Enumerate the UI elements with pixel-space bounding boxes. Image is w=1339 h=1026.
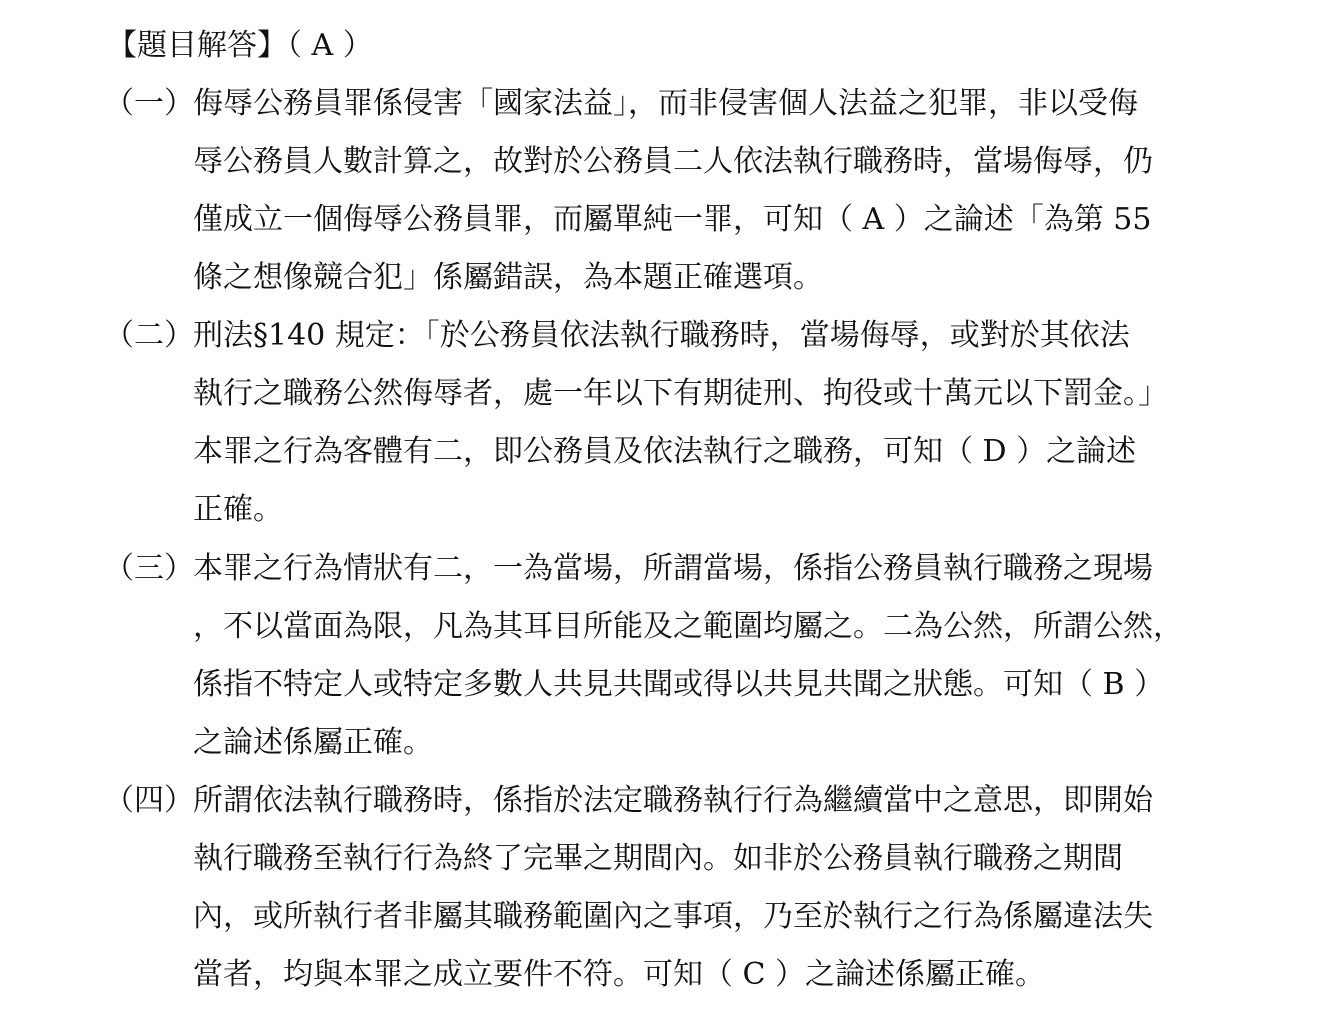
section-3-label: （三） [104, 551, 194, 586]
section-4-label: （四） [104, 783, 194, 818]
section-3-line-4: 之論述係屬正確。 [193, 725, 433, 760]
section-2-line-2: 執行之職務公然侮辱者，處一年以下有期徒刑、拘役或十萬元以下罰金。」 [193, 376, 1168, 411]
section-1-line-3: 僅成立一個侮辱公務員罪，而屬單純一罪，可知（ A ）之論述「為第 55 [193, 202, 1152, 237]
section-4-line-2: 執行職務至執行行為終了完畢之期間內。如非於公務員執行職務之期間 [193, 841, 1123, 876]
section-1-line-2: 辱公務員人數計算之，故對於公務員二人依法執行職務時，當場侮辱，仍 [193, 144, 1153, 179]
answer-title: 【題目解答】（ A ） [107, 28, 373, 63]
section-2-line-1: 刑法§140 規定：「於公務員依法執行職務時，當場侮辱，或對於其依法 [193, 318, 1130, 353]
section-4-line-1: 所謂依法執行職務時，係指於法定職務執行行為繼續當中之意思，即開始 [193, 783, 1153, 818]
section-1-label: （一） [104, 86, 194, 121]
section-4-line-4: 當者，均與本罪之成立要件不符。可知（ C ）之論述係屬正確。 [193, 957, 1046, 992]
section-3-line-2: ，不以當面為限，凡為其耳目所能及之範圍均屬之。二為公然，所謂公然， [193, 609, 1183, 644]
section-2-line-3: 本罪之行為客體有二，即公務員及依法執行之職務，可知（ D ）之論述 [193, 434, 1137, 469]
section-3-line-3: 係指不特定人或特定多數人共見共聞或得以共見共聞之狀態。可知（ B ） [193, 667, 1165, 702]
section-2-label: （二） [104, 318, 194, 353]
section-1-line-1: 侮辱公務員罪係侵害「國家法益」，而非侵害個人法益之犯罪，非以受侮 [193, 86, 1138, 121]
section-2-line-4: 正確。 [193, 492, 283, 527]
section-4-line-3: 內，或所執行者非屬其職務範圍內之事項，乃至於執行之行為係屬違法失 [193, 899, 1153, 934]
section-3-line-1: 本罪之行為情狀有二，一為當場，所謂當場，係指公務員執行職務之現場 [193, 551, 1153, 586]
section-1-line-4: 條之想像競合犯」係屬錯誤，為本題正確選項。 [193, 260, 823, 295]
